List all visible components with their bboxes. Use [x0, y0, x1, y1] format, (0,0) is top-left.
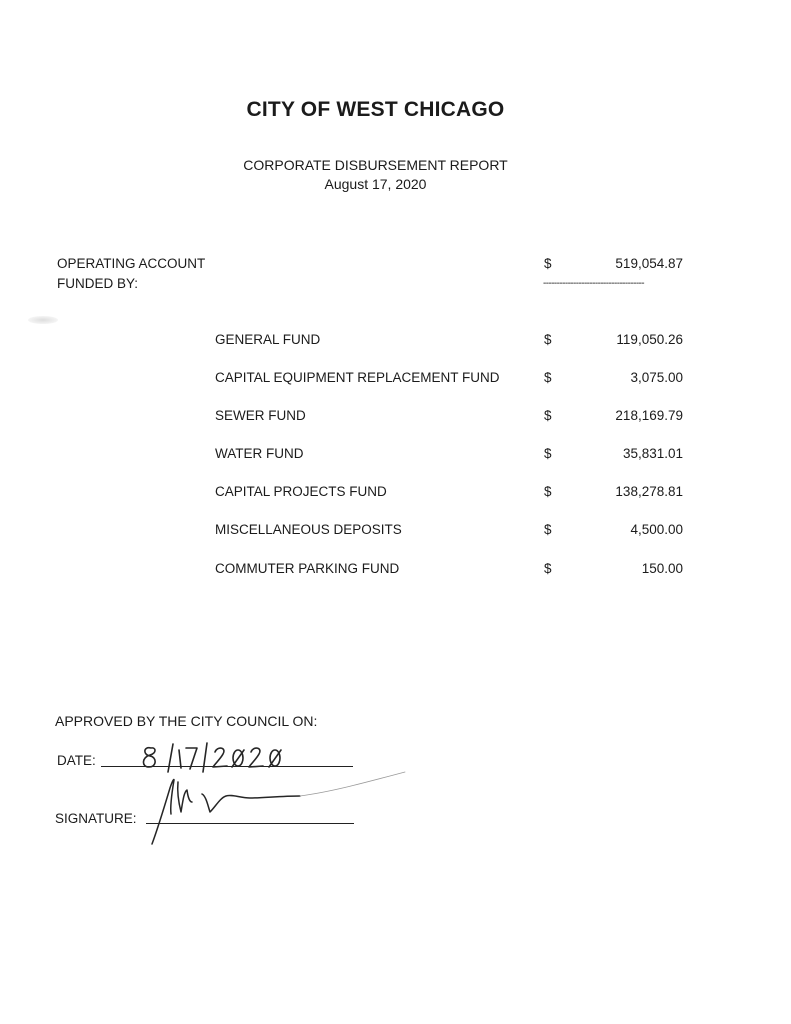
scan-smudge — [28, 316, 58, 324]
signature-label: SIGNATURE: — [55, 811, 137, 826]
fund-amount: 150.00 — [641, 561, 683, 576]
fund-name: COMMUTER PARKING FUND — [215, 561, 400, 576]
operating-account-label: OPERATING ACCOUNT — [57, 256, 206, 271]
approval-heading: APPROVED BY THE CITY COUNCIL ON: — [55, 713, 318, 729]
total-separator: ------------------------------------- — [543, 278, 645, 289]
fund-amount: 138,278.81 — [615, 484, 683, 499]
fund-currency: $ — [544, 561, 552, 576]
fund-name: CAPITAL PROJECTS FUND — [215, 484, 387, 499]
fund-name: GENERAL FUND — [215, 332, 321, 347]
signature-image — [150, 768, 410, 848]
fund-amount: 4,500.00 — [630, 522, 683, 537]
fund-name: SEWER FUND — [215, 408, 306, 423]
report-name: CORPORATE DISBURSEMENT REPORT — [243, 157, 508, 173]
fund-currency: $ — [544, 332, 552, 347]
operating-account-currency: $ — [544, 256, 552, 271]
fund-name: CAPITAL EQUIPMENT REPLACEMENT FUND — [215, 370, 500, 385]
funded-by-label: FUNDED BY: — [57, 276, 139, 291]
fund-currency: $ — [544, 446, 552, 461]
fund-amount: 218,169.79 — [615, 408, 683, 423]
report-date: August 17, 2020 — [324, 176, 427, 192]
city-title: CITY OF WEST CHICAGO — [246, 98, 505, 121]
fund-name: WATER FUND — [215, 446, 304, 461]
fund-currency: $ — [544, 484, 552, 499]
fund-name: MISCELLANEOUS DEPOSITS — [215, 522, 402, 537]
fund-currency: $ — [544, 408, 552, 423]
fund-amount: 3,075.00 — [630, 370, 683, 385]
operating-account-amount: 519,054.87 — [615, 256, 683, 271]
fund-amount: 35,831.01 — [622, 446, 683, 461]
date-label: DATE: — [57, 753, 96, 768]
fund-amount: 119,050.26 — [616, 332, 683, 347]
fund-currency: $ — [544, 522, 552, 537]
fund-currency: $ — [544, 370, 552, 385]
